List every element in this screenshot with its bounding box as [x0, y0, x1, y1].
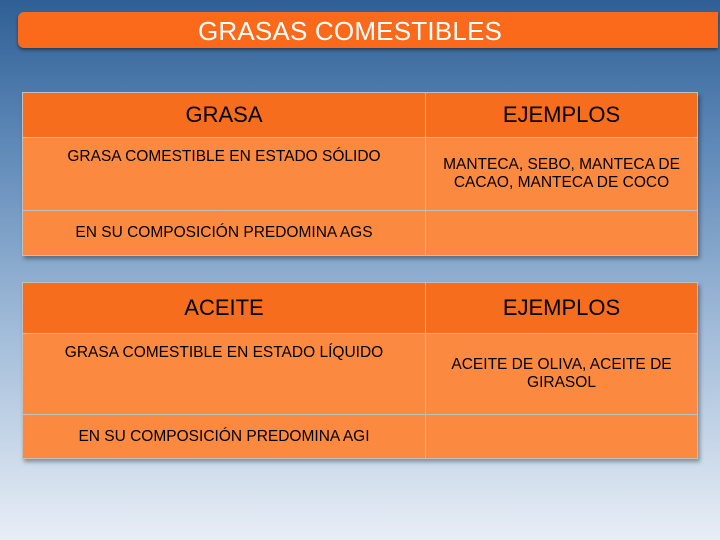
- cell-empty: [426, 415, 698, 459]
- header-ejemplos: EJEMPLOS: [426, 93, 698, 138]
- header-aceite: ACEITE: [23, 283, 426, 334]
- table-aceite: [22, 282, 698, 459]
- table-row: [23, 334, 698, 415]
- cell-examples: MANTECA, SEBO, MANTECA DE CACAO, MANTECA DE COCO: [426, 138, 698, 211]
- cell-definition: GRASA COMESTIBLE EN ESTADO LÍQUIDO: [23, 334, 426, 415]
- cell-examples: ACEITE DE OLIVA, ACEITE DE GIRASOL: [426, 334, 698, 415]
- header-ejemplos: EJEMPLOS: [426, 283, 698, 334]
- table-header-row: [23, 93, 698, 138]
- table-row: [23, 415, 698, 459]
- cell-composition: EN SU COMPOSICIÓN PREDOMINA AGI: [23, 415, 426, 459]
- table-grasa: [22, 92, 698, 256]
- table-row: [23, 211, 698, 256]
- table-header-row: [23, 283, 698, 334]
- cell-composition: EN SU COMPOSICIÓN PREDOMINA AGS: [23, 211, 426, 256]
- cell-empty: [426, 211, 698, 256]
- header-grasa: GRASA: [23, 93, 426, 138]
- cell-definition: GRASA COMESTIBLE EN ESTADO SÓLIDO: [23, 138, 426, 211]
- table-row: [23, 138, 698, 211]
- slide-title: GRASAS COMESTIBLES: [197, 16, 503, 46]
